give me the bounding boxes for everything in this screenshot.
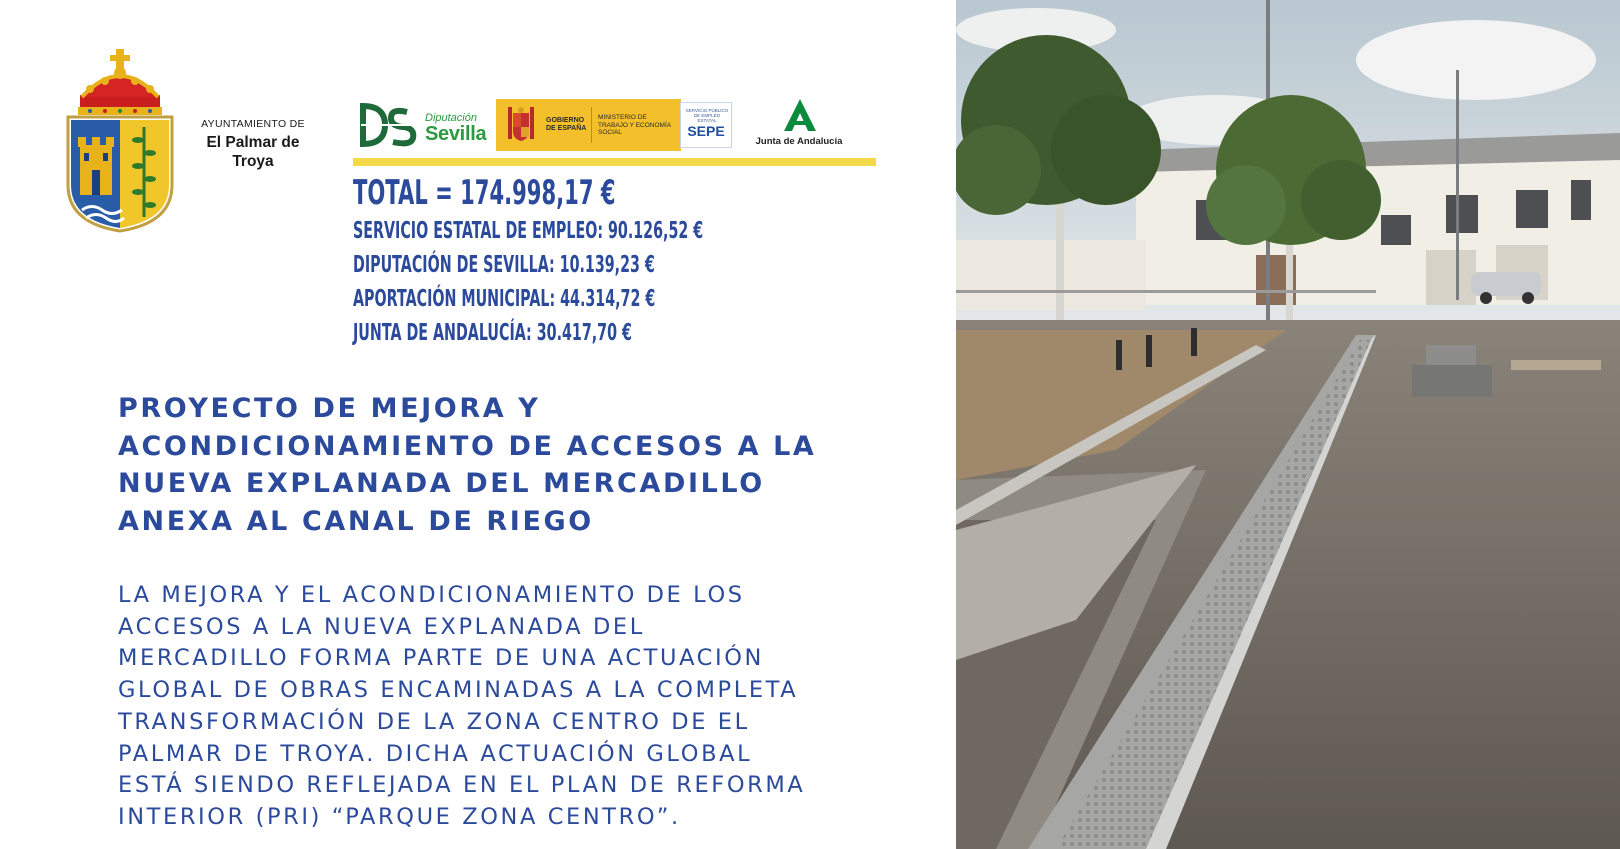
description-line: ACCESOS A LA NUEVA EXPLANADA DEL	[118, 613, 645, 640]
project-description	[118, 580, 938, 834]
junta-andalucia-icon	[782, 97, 818, 133]
budget-total: TOTAL = 174.998,17 €	[353, 173, 616, 213]
budget-line-municipal: APORTACIÓN MUNICIPAL: 44.314,72 €	[353, 286, 656, 312]
description-line: LA MEJORA Y EL ACONDICIONAMIENTO DE LOS	[118, 582, 745, 608]
project-title-line: PROYECTO DE MEJORA Y	[118, 393, 541, 424]
logo-divider	[591, 107, 592, 143]
spain-shield-icon	[504, 105, 538, 145]
sevilla-label: Sevilla	[425, 123, 487, 145]
logos-underline-bar	[353, 158, 876, 166]
budget-line-diputacion: DIPUTACIÓN DE SEVILLA: 10.139,23 €	[353, 252, 655, 278]
junta-label: Junta de Andalucía	[755, 136, 843, 147]
description-line: ESTÁ SIENDO REFLEJADA EN EL PLAN DE REFORMA	[118, 772, 806, 799]
sepe-logo	[680, 102, 732, 148]
diputacion-mark-icon	[359, 100, 421, 150]
project-title-line: ACONDICIONAMIENTO DE ACCESOS A LA	[118, 430, 817, 462]
budget-line-junta: JUNTA DE ANDALUCÍA: 30.417,70 €	[353, 320, 632, 346]
sepe-full-name: SERVICIO PÚBLICO DE EMPLEO ESTATAL	[685, 108, 729, 123]
description-line: GLOBAL DE OBRAS ENCAMINADAS A LA COMPLETA	[118, 677, 799, 704]
ayuntamiento-name	[193, 133, 313, 171]
description-line: PALMAR DE TROYA. DICHA ACTUACIÓN GLOBAL	[118, 740, 753, 767]
budget-line-sepe: SERVICIO ESTATAL DE EMPLEO: 90.126,52 €	[353, 218, 704, 244]
project-title-line: ANEXA AL CANAL DE RIEGO	[118, 505, 594, 537]
description-line: MERCADILLO FORMA PARTE DE UNA ACTUACIÓN	[118, 645, 764, 672]
construction-site-photo	[956, 0, 1620, 849]
junta-andalucia-logo	[738, 80, 860, 160]
gobierno-label: GOBIERNO DE ESPAÑA	[546, 117, 587, 132]
gobierno-espana-logo	[496, 99, 681, 151]
description-line: TRANSFORMACIÓN DE LA ZONA CENTRO DE EL	[118, 708, 750, 735]
ayuntamiento-name-line2: Troya	[232, 153, 274, 170]
diputacion-sevilla-logo	[359, 100, 489, 150]
sepe-label: SEPE	[687, 123, 725, 139]
budget-block	[353, 172, 918, 350]
project-title-line: NUEVA EXPLANADA DEL MERCADILLO	[118, 468, 765, 499]
sponsor-logos	[353, 80, 876, 167]
project-title	[118, 390, 938, 540]
diputacion-label: Diputación	[425, 112, 477, 124]
ayuntamiento-name-line1: El Palmar de	[206, 134, 300, 151]
coat-of-arms-logo	[60, 45, 180, 235]
ministerio-label: MINISTERIO DE TRABAJO Y ECONOMÍA SOCIAL	[598, 114, 671, 136]
ayuntamiento-label: AYUNTAMIENTO DE	[201, 118, 305, 130]
ayuntamiento-wordmark	[193, 118, 313, 171]
description-line: INTERIOR (PRI) “PARQUE ZONA CENTRO”.	[118, 803, 681, 830]
